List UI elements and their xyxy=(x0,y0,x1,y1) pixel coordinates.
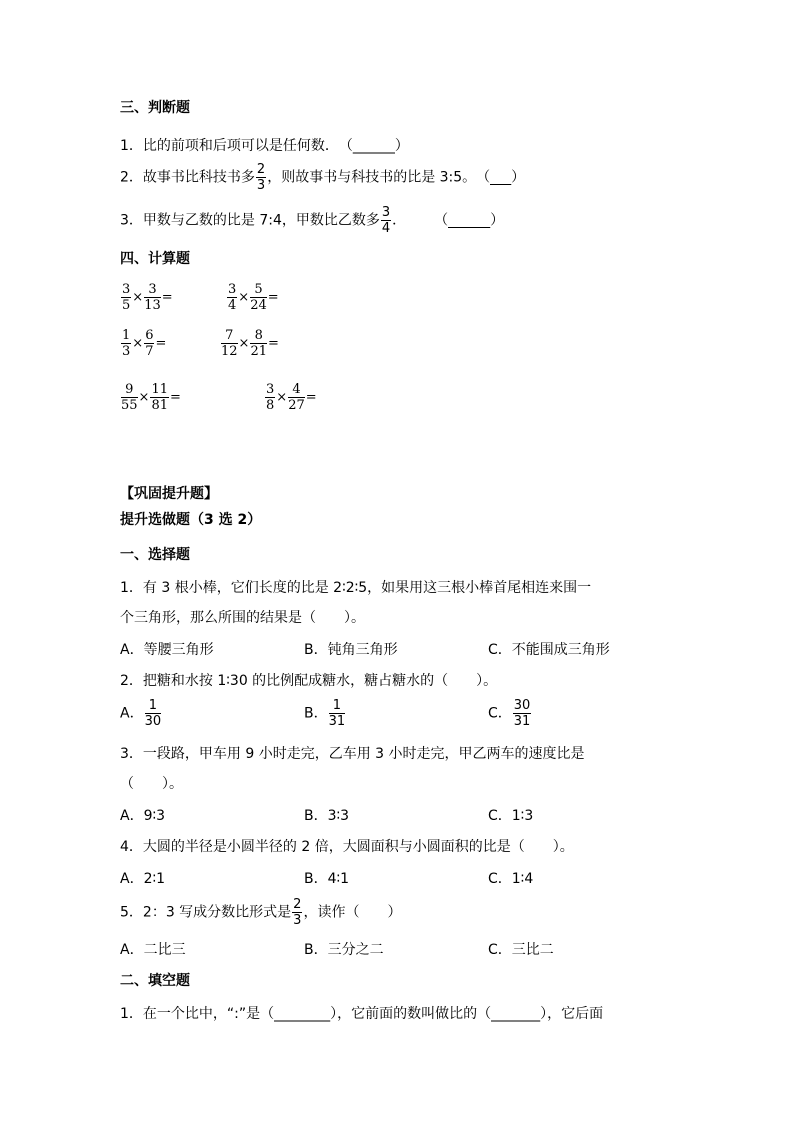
fraction xyxy=(121,328,131,359)
fraction-denominator: 3 xyxy=(293,913,302,928)
fraction-numerator: 2 xyxy=(256,162,266,177)
times-sign: × xyxy=(132,336,144,351)
judgment-q1: 1．比的前项和后项可以是任何数． （______） xyxy=(120,138,409,154)
calc-problem-1 xyxy=(120,282,173,313)
fraction-numerator: 3 xyxy=(228,282,237,297)
option-label: C． xyxy=(488,705,512,722)
calc-problem-5 xyxy=(120,382,181,413)
choice-q5-option-a: A．二比三 xyxy=(120,942,186,958)
fraction xyxy=(288,382,305,413)
fraction xyxy=(121,282,131,313)
calc-problem-4 xyxy=(220,328,279,359)
calc-problem-6 xyxy=(264,382,317,413)
choice-q5-option-c: C．三比二 xyxy=(488,942,554,958)
calc-problem-3 xyxy=(120,328,166,359)
fraction xyxy=(381,205,391,236)
choice-q5-option-b: B．三分之二 xyxy=(304,942,384,958)
fraction-denominator: 31 xyxy=(328,714,346,729)
choice-q2-option-a xyxy=(120,698,162,729)
equals-sign: = xyxy=(267,290,279,305)
times-sign: × xyxy=(276,390,288,405)
equals-sign: = xyxy=(170,390,181,405)
fraction-numerator: 4 xyxy=(288,382,305,398)
equals-sign: = xyxy=(305,390,317,405)
times-sign: × xyxy=(238,290,250,305)
fraction-numerator: 1 xyxy=(329,698,346,714)
choice-q5-text-pre: 5．2：3 写成分数比形式是 xyxy=(120,904,292,921)
section-heading-judgment: 三、判断题 xyxy=(120,100,190,116)
choice-q2-option-c xyxy=(488,698,532,729)
fraction-numerator: 30 xyxy=(513,698,531,713)
fraction-numerator: 9 xyxy=(121,382,138,398)
choice-q3-line1: 3．一段路，甲车用 9 小时走完，乙车用 3 小时走完，甲乙两车的速度比是 xyxy=(120,746,585,762)
fraction xyxy=(121,382,138,413)
choice-q1-option-a: A．等腰三角形 xyxy=(120,642,214,658)
option-label: B． xyxy=(304,705,328,722)
fraction xyxy=(227,282,237,313)
fraction-numerator: 2 xyxy=(293,897,302,912)
fraction-denominator: 8 xyxy=(266,398,275,413)
fraction-numerator: 3 xyxy=(144,282,161,298)
choice-q1-line2: 个三角形，那么所围的结果是（ ）。 xyxy=(120,610,365,626)
choice-q5-text-post: ，读作（ ） xyxy=(303,904,402,921)
times-sign: × xyxy=(132,290,144,305)
choice-q2-option-b xyxy=(304,698,346,729)
fraction-denominator: 81 xyxy=(151,398,168,413)
fraction-denominator: 31 xyxy=(513,714,531,729)
fraction-numerator: 3 xyxy=(381,205,391,220)
choice-q1-option-b: B．钝角三角形 xyxy=(304,642,398,658)
consolidate-subtitle: 提升选做题（3 选 2） xyxy=(120,512,262,528)
fraction-numerator: 11 xyxy=(151,382,168,397)
fraction xyxy=(144,282,161,313)
choice-q4: 4．大圆的半径是小圆半径的 2 倍，大圆面积与小圆面积的比是（ ）。 xyxy=(120,839,574,855)
fraction xyxy=(221,328,238,359)
choice-q3-line2: （ ）。 xyxy=(120,776,183,792)
fraction-numerator: 5 xyxy=(250,282,267,298)
option-label: A． xyxy=(120,705,144,722)
judgment-q2-text-post: ，则故事书与科技书的比是 3:5。 （___） xyxy=(267,169,526,186)
fraction-numerator: 3 xyxy=(122,282,131,297)
judgment-q3-text-pre: 3．甲数与乙数的比是 7:4，甲数比乙数多 xyxy=(120,212,380,229)
fraction-denominator: 27 xyxy=(288,398,305,413)
choice-q4-option-a: A．2∶1 xyxy=(120,871,166,887)
fraction xyxy=(144,328,154,359)
choice-q1-option-c: C．不能围成三角形 xyxy=(488,642,610,658)
section-heading-calculation: 四、计算题 xyxy=(120,251,190,267)
fraction-numerator: 1 xyxy=(145,698,162,714)
fraction-numerator: 3 xyxy=(266,382,275,397)
fraction-denominator: 24 xyxy=(250,298,267,313)
fraction-numerator: 7 xyxy=(221,328,238,344)
fraction xyxy=(292,897,302,928)
judgment-q2 xyxy=(120,162,525,193)
fraction xyxy=(513,698,532,729)
fraction-denominator: 3 xyxy=(122,344,131,359)
times-sign: × xyxy=(238,336,250,351)
fraction-denominator: 55 xyxy=(121,398,138,413)
judgment-q2-text-pre: 2．故事书比科技书多 xyxy=(120,169,255,186)
choice-q4-option-c: C．1∶4 xyxy=(488,871,534,887)
fraction xyxy=(250,282,267,313)
fraction xyxy=(329,698,346,729)
judgment-q3-text-post: ． （______） xyxy=(392,212,505,229)
consolidate-title: 【巩固提升题】 xyxy=(120,486,218,502)
fraction-denominator: 5 xyxy=(122,298,131,313)
fraction xyxy=(145,698,162,729)
fraction-denominator: 13 xyxy=(144,298,161,313)
fraction-denominator: 12 xyxy=(221,344,238,359)
choice-q3-option-b: B．3∶3 xyxy=(304,808,350,824)
choice-q2: 2．把糖和水按 1∶30 的比例配成糖水，糖占糖水的（ ）。 xyxy=(120,673,498,689)
times-sign: × xyxy=(138,390,150,405)
fraction-denominator: 21 xyxy=(250,344,267,359)
fraction xyxy=(150,382,169,413)
choice-q1-line1: 1．有 3 根小棒，它们长度的比是 2∶2∶5，如果用这三根小棒首尾相连来围一 xyxy=(120,580,592,596)
fraction-numerator: 1 xyxy=(122,328,131,343)
choice-q4-option-b: B．4∶1 xyxy=(304,871,350,887)
fraction xyxy=(256,162,266,193)
section-heading-choice: 一、选择题 xyxy=(120,547,190,563)
choice-q3-option-a: A．9∶3 xyxy=(120,808,166,824)
fraction-numerator: 6 xyxy=(145,328,154,343)
fraction-numerator: 8 xyxy=(250,328,267,344)
equals-sign: = xyxy=(268,336,279,351)
fraction-denominator: 30 xyxy=(144,714,162,729)
fraction-denominator: 3 xyxy=(256,178,266,193)
judgment-q3 xyxy=(120,205,504,236)
equals-sign: = xyxy=(161,290,173,305)
equals-sign: = xyxy=(155,336,167,351)
fill-q1: 1．在一个比中，“:”是（________），它前面的数叫做比的（_______），它后面 xyxy=(120,1006,604,1022)
fraction-denominator: 7 xyxy=(145,344,154,359)
calc-problem-2 xyxy=(226,282,279,313)
fraction-denominator: 4 xyxy=(228,298,237,313)
choice-q3-option-c: C．1∶3 xyxy=(488,808,534,824)
fraction-denominator: 4 xyxy=(381,221,391,236)
fraction xyxy=(265,382,275,413)
fraction xyxy=(250,328,267,359)
section-heading-fill: 二、填空题 xyxy=(120,973,190,989)
choice-q5 xyxy=(120,897,401,928)
